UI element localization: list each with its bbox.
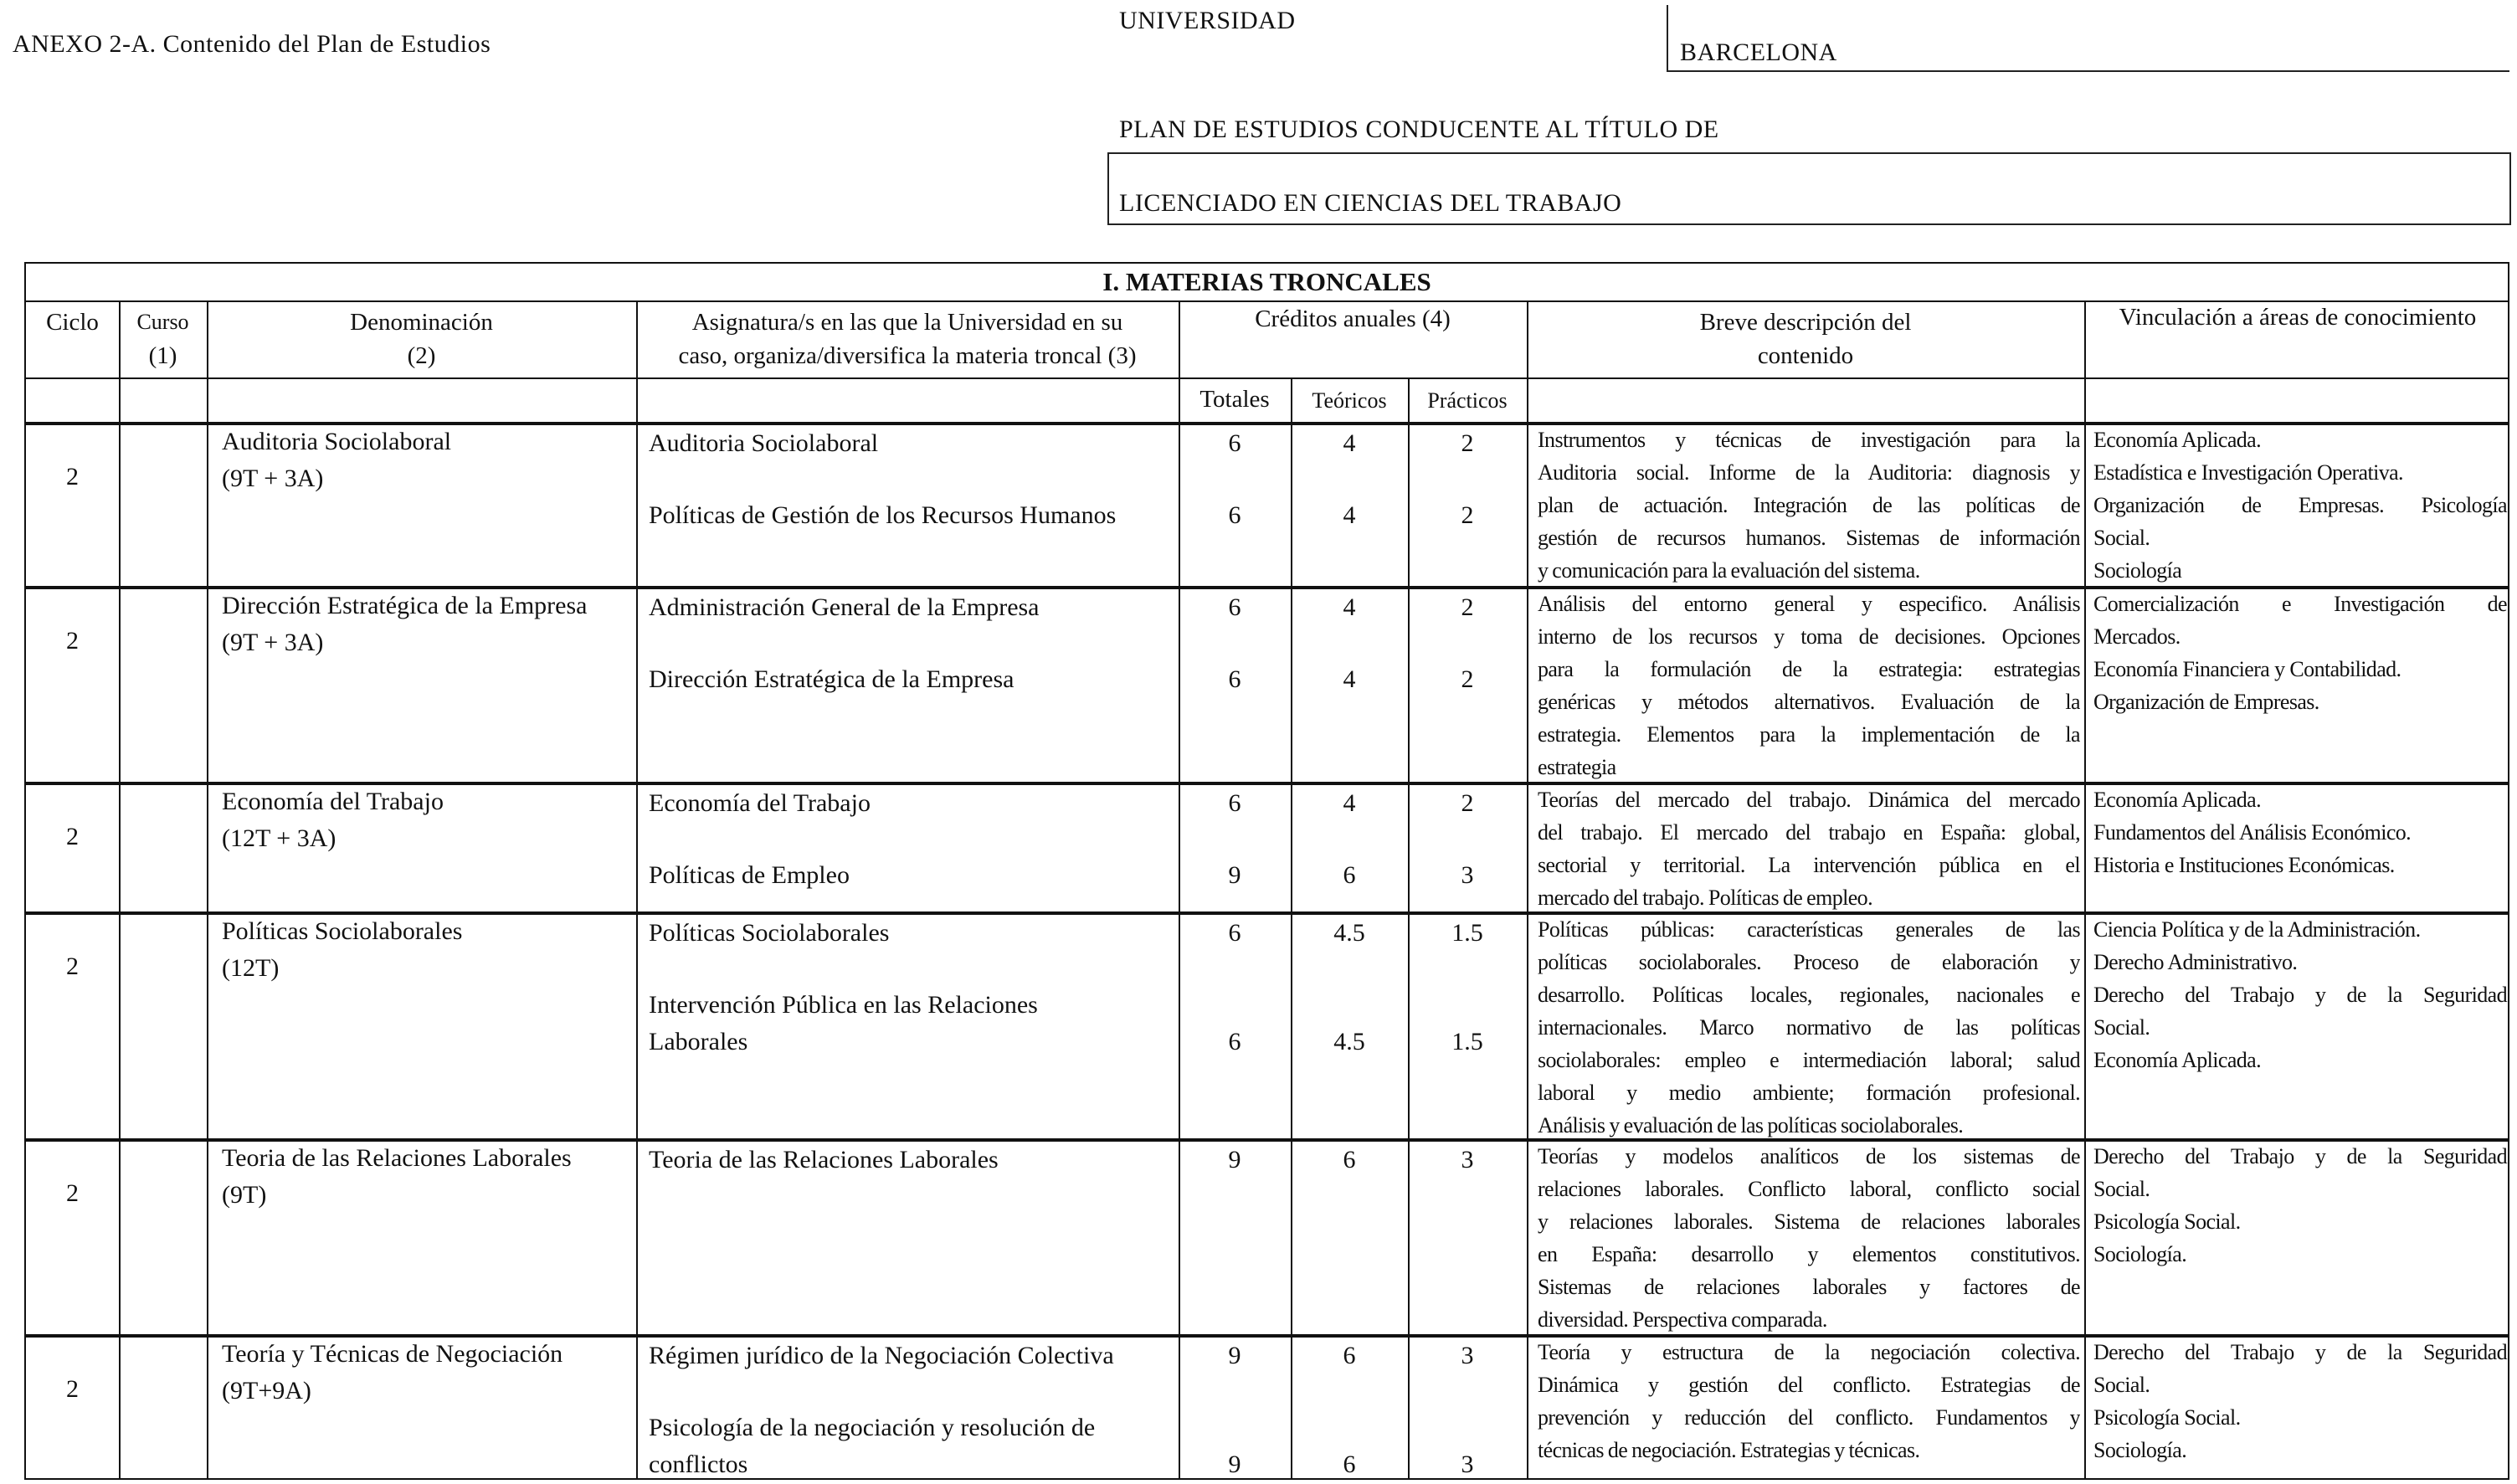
creditos-teoricos: 6 (1343, 1451, 1356, 1478)
col-header-descripcion-2: contenido (1757, 342, 1854, 369)
vinculacion-areas (2093, 1336, 2507, 1466)
creditos-teoricos: 6 (1343, 1146, 1356, 1173)
area-conocimiento: Social. (2093, 1373, 2150, 1397)
descripcion-line: Teorías y modelos analíticos de los sistemas de (1538, 1144, 2080, 1168)
col-header-asignaturas: Asignatura/s en las que la Universidad en su (691, 309, 1123, 336)
descripcion-contenido (1538, 1336, 2080, 1466)
descripcion-line: plan de actuación. Integración de las políticas de (1538, 493, 2080, 517)
materia-credits-code: (12T) (222, 954, 280, 982)
descripcion-contenido (1538, 913, 2080, 1142)
creditos-practicos: 2 (1461, 665, 1474, 693)
area-conocimiento: Ciencia Política y de la Administración. (2093, 917, 2421, 942)
creditos-teoricos: 4.5 (1333, 1028, 1365, 1055)
area-conocimiento: Social. (2093, 526, 2150, 550)
descripcion-line: Teorías del mercado del trabajo. Dinámica del mercado (1538, 788, 2080, 812)
descripcion-contenido (1538, 1140, 2080, 1336)
area-conocimiento: Fundamentos del Análisis Económico. (2093, 820, 2412, 845)
materia-name: Dirección Estratégica de la Empresa (222, 592, 588, 619)
university-label: UNIVERSIDAD (1119, 7, 1296, 34)
creditos-teoricos: 4 (1343, 593, 1356, 621)
area-conocimiento: Mercados. (2093, 624, 2181, 649)
asignatura-name: Régimen jurídico de la Negociación Colectiva (649, 1342, 1114, 1369)
university-field (1667, 5, 2509, 72)
descripcion-line: Dinámica y gestión del conflicto. Estrategias de (1538, 1373, 2080, 1397)
materia-name: Teoria de las Relaciones Laborales (222, 1144, 572, 1172)
creditos-teoricos: 4.5 (1333, 919, 1365, 947)
col-header-denominacion: Denominación (350, 309, 493, 336)
descripcion-line: Auditoria social. Informe de la Auditoria: diagnosis y (1538, 460, 2080, 485)
materia-credits-code: (9T + 3A) (222, 629, 324, 656)
table-row (26, 1140, 2508, 1336)
asignatura-name: Economía del Trabajo (649, 789, 871, 817)
materia-name: Políticas Sociolaborales (222, 917, 463, 945)
descripcion-line: estrategia. Elementos para la implementación de la (1538, 722, 2080, 747)
area-conocimiento: Historia e Instituciones Económicas. (2093, 853, 2395, 877)
asignatura-name: conflictos (649, 1451, 748, 1478)
descripcion-line: para la formulación de la estrategia: estrategias (1538, 657, 2080, 681)
col-header-asignaturas-2: caso, organiza/diversifica la materia troncal (3) (678, 342, 1137, 369)
asignatura-name: Auditoria Sociolaboral (649, 429, 879, 457)
asignatura-name: Laborales (649, 1028, 748, 1055)
asignatura-name: Dirección Estratégica de la Empresa (649, 665, 1015, 693)
vinculacion-areas (2093, 588, 2507, 718)
descripcion-contenido (1538, 588, 2080, 783)
descripcion-line: políticas sociolaborales. Proceso de elaboración y (1538, 950, 2080, 974)
degree-title-field (1107, 152, 2511, 225)
creditos-practicos: 3 (1461, 1451, 1474, 1478)
creditos-totales: 9 (1228, 1342, 1241, 1369)
descripcion-line: y relaciones laborales. Sistema de relaciones laborales (1538, 1209, 2080, 1234)
area-conocimiento: Psicología Social. (2093, 1405, 2241, 1430)
ciclo-value: 2 (66, 823, 79, 850)
table-row (26, 1336, 2508, 1480)
materia-credits-code: (12T + 3A) (222, 824, 336, 852)
table-row (26, 588, 2508, 783)
area-conocimiento: Derecho del Trabajo y de la Seguridad (2093, 1340, 2507, 1364)
area-conocimiento: Derecho del Trabajo y de la Seguridad (2093, 983, 2507, 1007)
col-header-curso-note: (1) (148, 342, 177, 369)
materia-name: Economía del Trabajo (222, 788, 444, 815)
creditos-practicos: 2 (1461, 429, 1474, 457)
ciclo-value: 2 (66, 1179, 79, 1207)
vinculacion-areas (2093, 783, 2507, 881)
creditos-teoricos: 4 (1343, 429, 1356, 457)
vinculacion-areas (2093, 913, 2507, 1076)
creditos-practicos: 2 (1461, 501, 1474, 529)
col-header-creditos: Créditos anuales (4) (1255, 306, 1451, 332)
table-row (26, 424, 2508, 588)
area-conocimiento: Organización de Empresas. (2093, 690, 2319, 714)
area-conocimiento: Sociología. (2093, 1438, 2187, 1462)
descripcion-line: estrategia (1538, 755, 1616, 779)
creditos-totales: 9 (1228, 861, 1241, 889)
annex-label: ANEXO 2-A. Contenido del Plan de Estudios (13, 30, 491, 58)
area-conocimiento: Sociología (2093, 558, 2182, 583)
descripcion-line: técnicas de negociación. Estrategias y técnicas. (1538, 1438, 1920, 1462)
creditos-totales: 6 (1228, 429, 1241, 457)
descripcion-line: desarrollo. Políticas locales, regionales, nacionales e (1538, 983, 2080, 1007)
creditos-practicos: 3 (1461, 861, 1474, 889)
ciclo-value: 2 (66, 627, 79, 655)
descripcion-line: y comunicación para la evaluación del sistema. (1538, 558, 1920, 583)
asignatura-name: Administración General de la Empresa (649, 593, 1040, 621)
area-conocimiento: Economía Financiera y Contabilidad. (2093, 657, 2401, 681)
creditos-practicos: 2 (1461, 789, 1474, 817)
university-value: BARCELONA (1680, 39, 1837, 66)
asignatura-name: Políticas Sociolaborales (649, 919, 890, 947)
descripcion-line: internacionales. Marco normativo de las políticas (1538, 1015, 2080, 1040)
area-conocimiento: Sociología. (2093, 1242, 2187, 1266)
area-conocimiento: Comercialización e Investigación de (2093, 592, 2507, 616)
ciclo-value: 2 (66, 463, 79, 490)
descripcion-line: Políticas públicas: características generales de las (1538, 917, 2080, 942)
creditos-totales: 6 (1228, 593, 1241, 621)
col-header-vinculacion: Vinculación a áreas de conocimiento (2119, 304, 2477, 331)
descripcion-line: relaciones laborales. Conflicto laboral, conflicto social (1538, 1177, 2080, 1201)
creditos-teoricos: 4 (1343, 501, 1356, 529)
creditos-practicos: 3 (1461, 1146, 1474, 1173)
creditos-practicos: 1.5 (1451, 919, 1483, 947)
creditos-totales: 9 (1228, 1451, 1241, 1478)
materia-credits-code: (9T) (222, 1181, 267, 1209)
descripcion-line: Sistemas de relaciones laborales y factores de (1538, 1275, 2080, 1299)
creditos-totales: 6 (1228, 789, 1241, 817)
ciclo-value: 2 (66, 1375, 79, 1403)
col-header-curso: Curso (136, 310, 189, 334)
table-row (26, 913, 2508, 1140)
creditos-practicos: 3 (1461, 1342, 1474, 1369)
area-conocimiento: Social. (2093, 1015, 2150, 1040)
creditos-teoricos: 4 (1343, 789, 1356, 817)
area-conocimiento: Psicología Social. (2093, 1209, 2241, 1234)
col-header-ciclo: Ciclo (46, 309, 99, 336)
descripcion-line: prevención y reducción del conflicto. Fundamentos y (1538, 1405, 2080, 1430)
creditos-totales: 9 (1228, 1146, 1241, 1173)
creditos-practicos: 2 (1461, 593, 1474, 621)
creditos-practicos: 1.5 (1451, 1028, 1483, 1055)
col-header-teoricos: Teóricos (1312, 388, 1387, 413)
vinculacion-areas (2093, 424, 2507, 587)
plan-label: PLAN DE ESTUDIOS CONDUCENTE AL TÍTULO DE (1119, 116, 1719, 143)
asignatura-name: Intervención Pública en las Relaciones (649, 991, 1038, 1019)
creditos-totales: 6 (1228, 1028, 1241, 1055)
area-conocimiento: Estadística e Investigación Operativa. (2093, 460, 2403, 485)
creditos-totales: 6 (1228, 501, 1241, 529)
creditos-teoricos: 6 (1343, 1342, 1356, 1369)
descripcion-line: interno de los recursos y toma de decisiones. Opciones (1538, 624, 2080, 649)
asignatura-name: Políticas de Empleo (649, 861, 850, 889)
asignatura-name: Políticas de Gestión de los Recursos Humanos (649, 501, 1117, 529)
area-conocimiento: Economía Aplicada. (2093, 428, 2262, 452)
creditos-teoricos: 6 (1343, 861, 1356, 889)
col-header-denominacion-note: (2) (407, 342, 436, 369)
materia-credits-code: (9T+9A) (222, 1377, 311, 1404)
creditos-totales: 6 (1228, 665, 1241, 693)
descripcion-line: Teoría y estructura de la negociación colectiva. (1538, 1340, 2080, 1364)
descripcion-line: Análisis y evaluación de las políticas sociolaborales. (1538, 1113, 1964, 1137)
table-row (26, 783, 2508, 913)
ciclo-value: 2 (66, 953, 79, 980)
descripcion-line: sociolaborales: empleo e intermediación laboral; salud (1538, 1048, 2080, 1072)
area-conocimiento: Derecho del Trabajo y de la Seguridad (2093, 1144, 2507, 1168)
descripcion-contenido (1538, 783, 2080, 914)
vinculacion-areas (2093, 1140, 2507, 1271)
descripcion-line: genéricas y métodos alternativos. Evaluación de la (1538, 690, 2080, 714)
table-title: I. MATERIAS TRONCALES (1102, 267, 1431, 296)
area-conocimiento: Social. (2093, 1177, 2150, 1201)
descripcion-line: mercado del trabajo. Políticas de empleo. (1538, 886, 1872, 910)
col-header-descripcion: Breve descripción del (1699, 309, 1912, 336)
descripcion-line: gestión de recursos humanos. Sistemas de información (1538, 526, 2080, 550)
materias-troncales-table (24, 262, 2509, 1480)
materia-credits-code: (9T + 3A) (222, 465, 324, 492)
area-conocimiento: Organización de Empresas. Psicología (2093, 493, 2507, 517)
col-header-practicos: Prácticos (1427, 388, 1508, 413)
creditos-totales: 6 (1228, 919, 1241, 947)
descripcion-line: sectorial y territorial. La intervención pública en el (1538, 853, 2080, 877)
creditos-teoricos: 4 (1343, 665, 1356, 693)
asignatura-name: Teoria de las Relaciones Laborales (649, 1146, 999, 1173)
descripcion-line: laboral y medio ambiente; formación profesional. (1538, 1081, 2080, 1105)
area-conocimiento: Economía Aplicada. (2093, 1048, 2262, 1072)
degree-title-value: LICENCIADO EN CIENCIAS DEL TRABAJO (1119, 189, 1622, 217)
descripcion-line: Análisis del entorno general y especifico. Análisis (1538, 592, 2080, 616)
descripcion-line: en España: desarrollo y elementos constitutivos. (1538, 1242, 2080, 1266)
area-conocimiento: Economía Aplicada. (2093, 788, 2262, 812)
descripcion-line: Instrumentos y técnicas de investigación para la (1538, 428, 2080, 452)
descripcion-contenido (1538, 424, 2080, 587)
materia-name: Auditoria Sociolaboral (222, 428, 452, 455)
descripcion-line: del trabajo. El mercado del trabajo en España: global, (1538, 820, 2080, 845)
descripcion-line: diversidad. Perspectiva comparada. (1538, 1307, 1827, 1332)
col-header-totales: Totales (1199, 386, 1270, 413)
asignatura-name: Psicología de la negociación y resolución de (649, 1414, 1096, 1441)
materia-name: Teoría y Técnicas de Negociación (222, 1340, 563, 1368)
area-conocimiento: Derecho Administrativo. (2093, 950, 2298, 974)
